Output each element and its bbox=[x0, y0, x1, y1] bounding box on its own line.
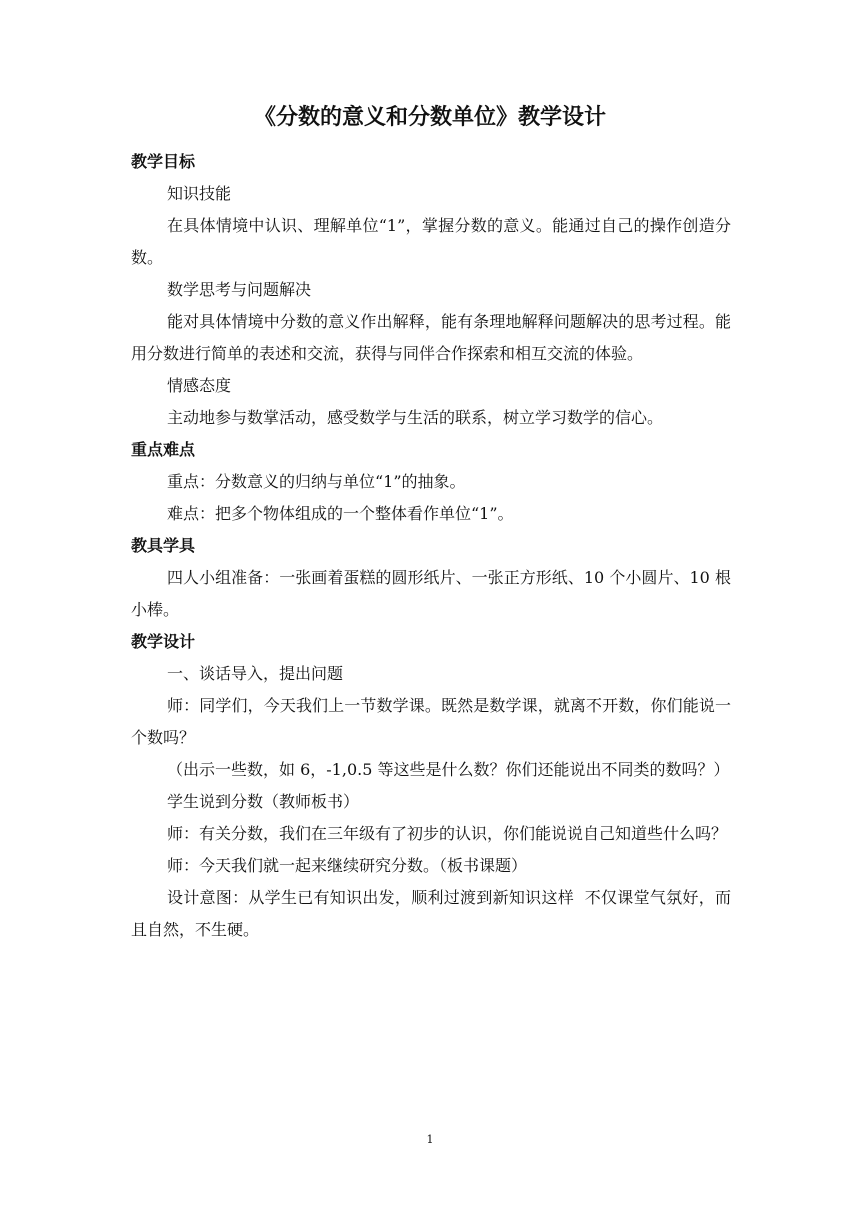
paragraph: 师：有关分数，我们在三年级有了初步的认识，你们能说说自己知道些什么吗？ bbox=[167, 824, 728, 843]
paragraph: 能对具体情境中分数的意义作出解释，能有条理地解释问题解决的思考过程。能用分数进行简单的表述和交流，获得与同伴合作探索和相互交流的体验。 bbox=[131, 312, 731, 363]
paragraph: 师：今天我们就一起来继续研究分数。（板书课题） bbox=[167, 856, 528, 875]
section-heading: 教学目标 bbox=[131, 152, 196, 171]
paragraph: 学生说到分数（教师板书） bbox=[167, 792, 360, 811]
paragraph: （出示一些数，如 6，-1,0.5 等这些是什么数？你们还能说出不同类的数吗？） bbox=[167, 760, 730, 779]
paragraph: 一、谈话导入，提出问题 bbox=[167, 664, 344, 683]
section-heading: 教具学具 bbox=[131, 536, 196, 555]
paragraph: 四人小组准备：一张画着蛋糕的圆形纸片、一张正方形纸、10 个小圆片、10 根小棒。 bbox=[131, 568, 731, 619]
section-materials bbox=[131, 530, 731, 626]
paragraph: 主动地参与数掌活动，感受数学与生活的联系，树立学习数学的信心。 bbox=[167, 408, 664, 427]
paragraph: 数学思考与问题解决 bbox=[167, 280, 312, 299]
section-teaching-goals bbox=[131, 146, 731, 434]
section-heading: 重点难点 bbox=[131, 440, 196, 459]
page-number: 1 bbox=[426, 1133, 434, 1146]
paragraph: 重点：分数意义的归纳与单位“1”的抽象。 bbox=[167, 472, 466, 491]
paragraph: 设计意图：从学生已有知识出发，顺利过渡到新知识这样 不仅课堂气氛好，而且自然，不生硬。 bbox=[131, 888, 731, 939]
document-body bbox=[131, 146, 731, 946]
document-title: 《分数的意义和分数单位》教学设计 bbox=[253, 105, 606, 130]
paragraph: 知识技能 bbox=[167, 184, 232, 203]
section-teaching-design bbox=[131, 626, 731, 946]
paragraph: 在具体情境中认识、理解单位“1”，掌握分数的意义。能通过自己的操作创造分数。 bbox=[131, 216, 731, 267]
paragraph: 情感态度 bbox=[167, 376, 232, 395]
paragraph: 难点：把多个物体组成的一个整体看作单位“1”。 bbox=[167, 504, 514, 523]
section-heading: 教学设计 bbox=[131, 632, 196, 651]
section-key-points bbox=[131, 434, 731, 530]
paragraph: 师：同学们，今天我们上一节数学课。既然是数学课，就离不开数，你们能说一个数吗？ bbox=[131, 696, 731, 747]
